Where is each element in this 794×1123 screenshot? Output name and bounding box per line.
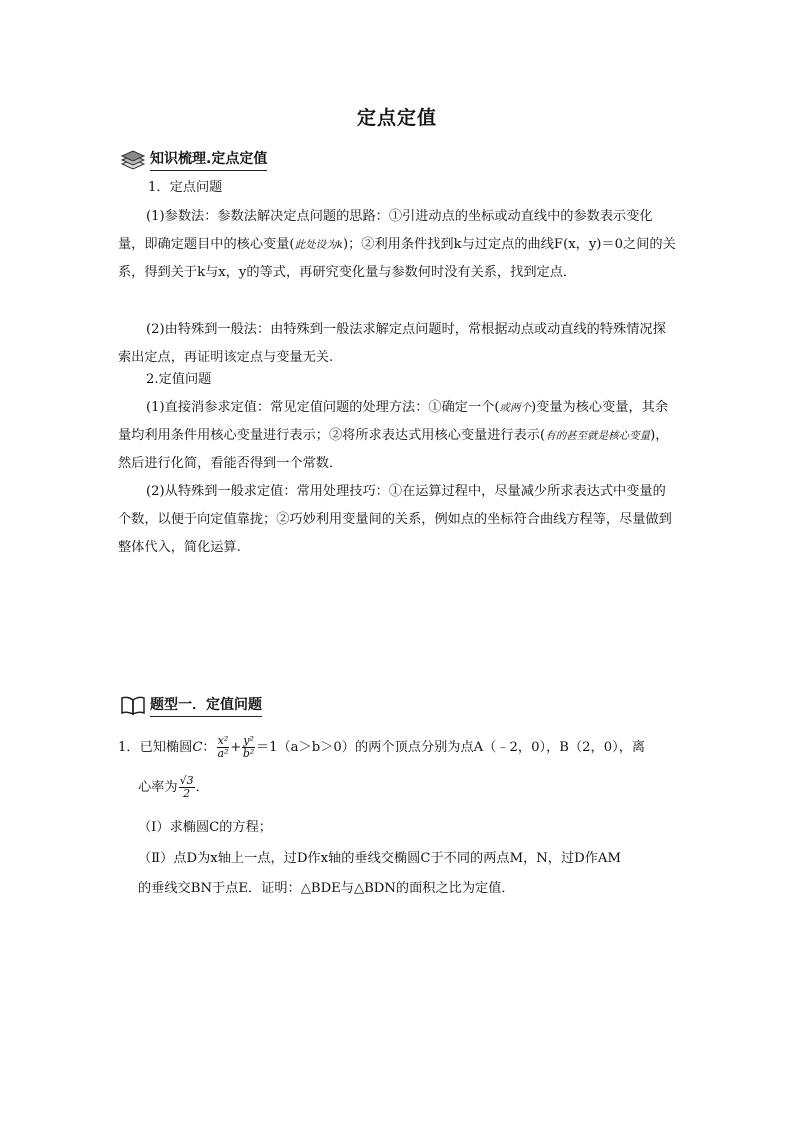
paragraph-parameter-method: (1)参数法：参数法解决定点问题的思路：①引进动点的坐标或动直线中的参数表示变化量，即确定题目中的核心变量(此处设为k)；②利用条件找到k与过定点的曲线F(x，y)＝0之间的关系，得到关于k与x，y的等式，再研究变化量与参数何时没有关系，找到定点． xyxy=(118,209,676,280)
section-label: 题型一．定值问题 xyxy=(150,694,262,717)
question-1-line-1: 1．已知椭圆C： $\frac{\text{x²}}{\text{a²}}$ + $\frac{\text{y²}}{\text{b²}}$ ＝1（a＞b＞0）的两个顶点分别为点A（﹣2，0），B（2，0），离 xyxy=(118,734,646,760)
subheading-fixed-point: 1．定点问题 xyxy=(148,180,223,195)
question-1-part-2-line-2: 的垂线交BN于点E．证明：△BDE与△BDN的面积之比为定值． xyxy=(138,881,515,896)
question-1-part-2: （Ⅱ）点D为x轴上一点，过D作x轴的垂线交椭圆C于不同的两点M，N，过D作AM xyxy=(138,851,621,866)
section-label: 知识梳理.定点定值 xyxy=(150,148,267,171)
fraction-y2-b2: $\frac{\text{y²}}{\text{b²}}$ xyxy=(242,734,255,760)
fraction-x2-a2: $\frac{\text{x²}}{\text{a²}}$ xyxy=(217,734,229,760)
books-icon xyxy=(120,150,146,170)
paragraph-special-to-general-value: (2)从特殊到一般求定值：常用处理技巧：①在运算过程中，尽量减少所求表达式中变量的个数，以便于向定值靠拢；②巧妙利用变量间的关系，例如点的坐标符合曲线方程等，尽量做到整体代入，简化运算. xyxy=(118,484,672,555)
section-header-question-type xyxy=(120,694,262,717)
paragraph-special-to-general: (2)由特殊到一般法：由特殊到一般法求解定点问题时，常根据动点或动直线的特殊情况探索出定点，再证明该定点与变量无关. xyxy=(118,322,666,365)
subheading-fixed-value: 2.定值问题 xyxy=(146,372,212,387)
question-1-line-2: 心率为 $\frac{√3}{2}$ ． xyxy=(138,774,209,800)
open-book-icon xyxy=(120,696,146,716)
section-header-knowledge xyxy=(120,148,267,171)
fraction-eccentricity: $\frac{√3}{2}$ xyxy=(179,774,194,800)
question-1-part-1: （Ⅰ）求椭圆C的方程； xyxy=(138,820,272,835)
page-title: 定点定值 xyxy=(356,107,437,129)
paragraph-direct-elimination: (1)直接消参求定值：常见定值问题的处理方法：①确定一个(或两个)变量为核心变量，其余量均利用条件用核心变量进行表示；②将所求表达式用核心变量进行表示(有的甚至就是核心变量)，然后进行化简，看能否得到一个常数． xyxy=(118,400,669,471)
